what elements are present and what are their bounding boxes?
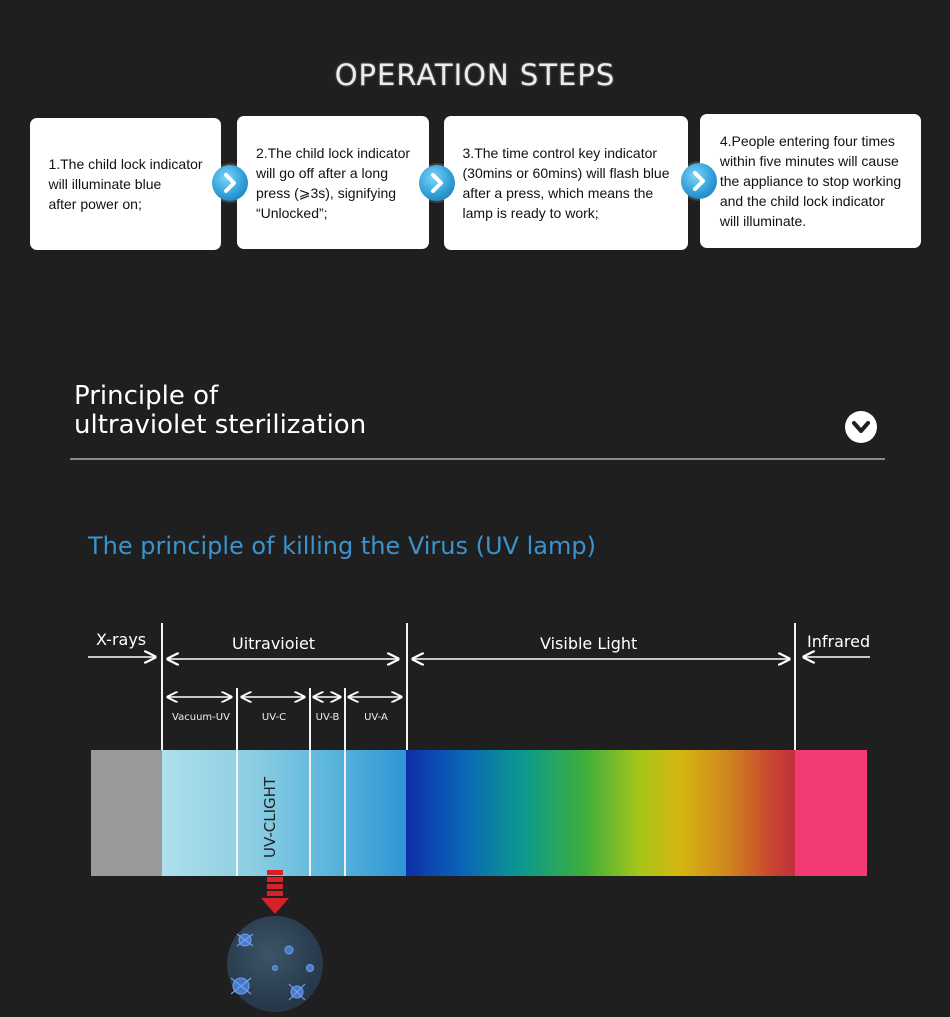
label-uvc: UV-C [261,712,287,723]
principle-title: Principle of ultraviolet sterilization [74,381,367,440]
label-ultraviolet: Uitravioiet [232,634,316,653]
label-vacuum-uv: Vacuum-UV [172,712,230,723]
label-uva: UV-A [364,712,388,723]
virus-icon [227,916,323,1012]
label-uvb: UV-B [315,712,340,723]
step-3-text: 3.The time control key indicator (30mins or 60mins) will flash blue after a press, which means the lamp is ready to work; [462,145,670,221]
infrared-band [795,750,867,876]
label-xrays: X-rays [96,630,147,649]
step-2-text: 2.The child lock indicator will go off after a long press (⩾3s), signifying “Unlocked”; [255,144,411,221]
operation-steps-title: OPERATION STEPS [334,58,616,92]
step-1-text: 1.The child lock indicator will illuminate blue after power on; [48,156,203,212]
diagram-title: The principle of killing the Virus (UV lamp) [88,532,596,560]
uvc-light-label: UV-CLIGHT [261,776,279,858]
label-infrared: Infrared [807,632,871,651]
label-visible-light: Visible Light [540,634,638,653]
red-arrow-icon [258,868,292,916]
step-4-text: 4.People entering four times within five minutes will cause the appliance to stop working and the child lock indicator will illuminate. [719,133,902,229]
xray-band [91,750,162,876]
visible-light-band [406,750,795,876]
